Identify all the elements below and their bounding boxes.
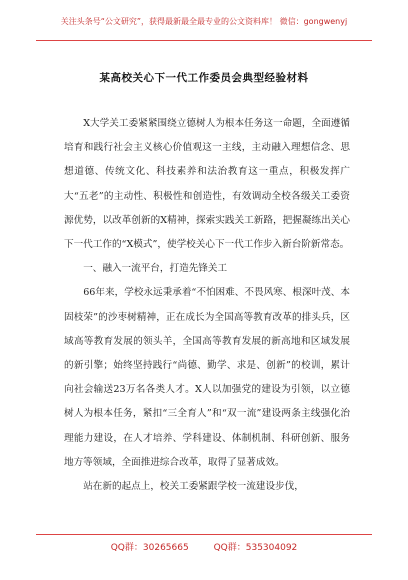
document-body: [64, 112, 350, 499]
footer-contact: [0, 540, 408, 553]
header-promo-note: 关注头条号“公文研究”，获得最新最全最专业的公文资料库！ 微信：gongwenyj: [60, 17, 348, 26]
body-paragraph-intro: X大学关工委紧紧围绕立德树人为根本任务这一命题，全面遵循培育和践行社会主义核心价值观这一主线，主动融入理想信念、思想道德、传统文化、科技素养和法治教育这一重点，积极发挥广大“五老”的主动性、积极性和创造性，有效调动全校各级关工委资源优势，以改革创新的X精神，探索实践关工新路，把握凝练出关心下一代工作的“X模式”，使学校关心下一代工作步入新台阶新常态。: [64, 118, 350, 251]
document-title: 某高校关心下一代工作委员会典型经验材料: [99, 72, 309, 84]
body-paragraph-continuation: 站在新的起点上，校关工委紧跟学校一流建设步伐，: [83, 481, 304, 493]
footer-qq-group-1: QQ群：30265665: [110, 543, 189, 553]
body-paragraph-history: 66年来，学校永远秉承着“不怕困难、不畏风寒、根深叶茂、本固枝荣”的沙枣树精神，正在成长为全国高等教育改革的排头兵，区域高等教育发展的领头羊，全国高等教育发展的新高地和区域发展的新引擎；始终坚持践行“尚德、勤学、求是、创新”的校训，累计向社会输送23万名各类人才。X人以加强党的建设为引领，以立德树人为根本任务，紧扣“三全育人”和“双一流”建设两条主线强化治理能力建设，在人才培养、学科建设、体制机制、科研创新、服务地方等领域，全面推进综合改革，取得了显著成效。: [64, 287, 350, 468]
header-divider: [36, 40, 372, 41]
footer-qq-group-2: QQ群：535304092: [213, 543, 298, 553]
footer-divider: [36, 534, 372, 535]
section-heading-1: 一、融入一流平台，打造先锋关工: [83, 263, 228, 275]
